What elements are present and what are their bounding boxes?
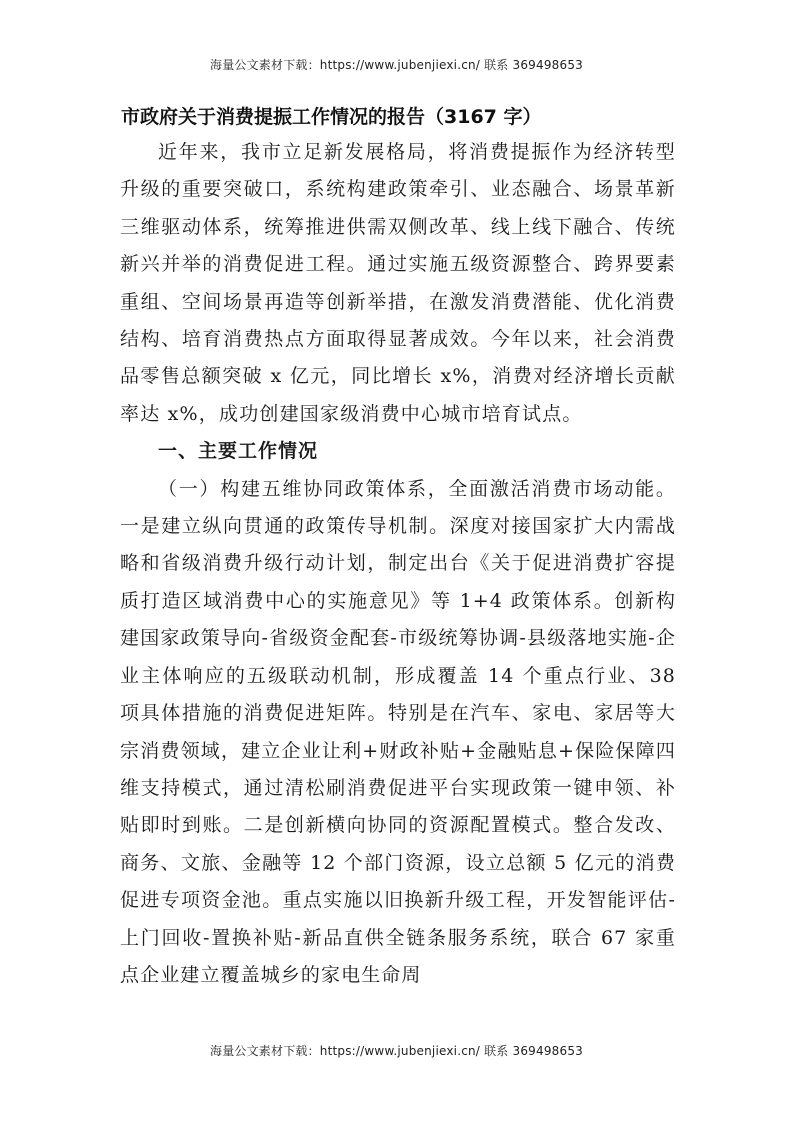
section-heading-main-work: 一、主要工作情况	[158, 440, 319, 463]
section-paragraph-policy-system: （一）构建五维协同政策体系，全面激活消费市场动能。一是建立纵向贯通的政策传导机制。深度对接国家扩大内需战略和省级消费升级行动计划，制定出台《关于促进消费扩容提质打造区域消费中心的实施意见》等 1+4 政策体系。创新构建国家政策导向-省级资金配套-市级统筹协调-县级落地实施-企业主体响应的五级联动机制，形成覆盖 14 个重点行业、38 项具体措施的消费促进矩阵。特别是在汽车、家电、家居等大宗消费领域，建立企业让利+财政补贴+金融贴息+保险保障四维支持模式，通过清松刷消费促进平台实现政策一键申领、补贴即时到账。二是创新横向协同的资源配置模式。整合发改、商务、文旅、金融等 12 个部门资源，设立总额 5 亿元的消费促进专项资金池。重点实施以旧换新升级工程，开发智能评估-上门回收-置换补贴-新品直供全链条服务系统，联合 67 家重点企业建立覆盖城乡的家电生命周	[120, 477, 676, 986]
document-title: 市政府关于消费提振工作情况的报告（3167 字）	[121, 106, 542, 128]
header-download-note: 海量公文素材下载：https://www.jubenjiexi.cn/ 联系 369498653	[210, 58, 583, 72]
footer-download-note: 海量公文素材下载：https://www.jubenjiexi.cn/ 联系 369498653	[210, 1044, 583, 1058]
document-body	[120, 100, 676, 994]
intro-paragraph: 近年来，我市立足新发展格局，将消费提振作为经济转型升级的重要突破口，系统构建政策牵引、业态融合、场景革新三维驱动体系，统筹推进供需双侧改革、线上线下融合、传统新兴并举的消费促进工程。通过实施五级资源整合、跨界要素重组、空间场景再造等创新举措，在激发消费潜能、优化消费结构、培育消费热点方面取得显著成效。今年以来，社会消费品零售总额突破 x 亿元，同比增长 x%，消费对经济增长贡献率达 x%，成功创建国家级消费中心城市培育试点。	[120, 141, 676, 425]
